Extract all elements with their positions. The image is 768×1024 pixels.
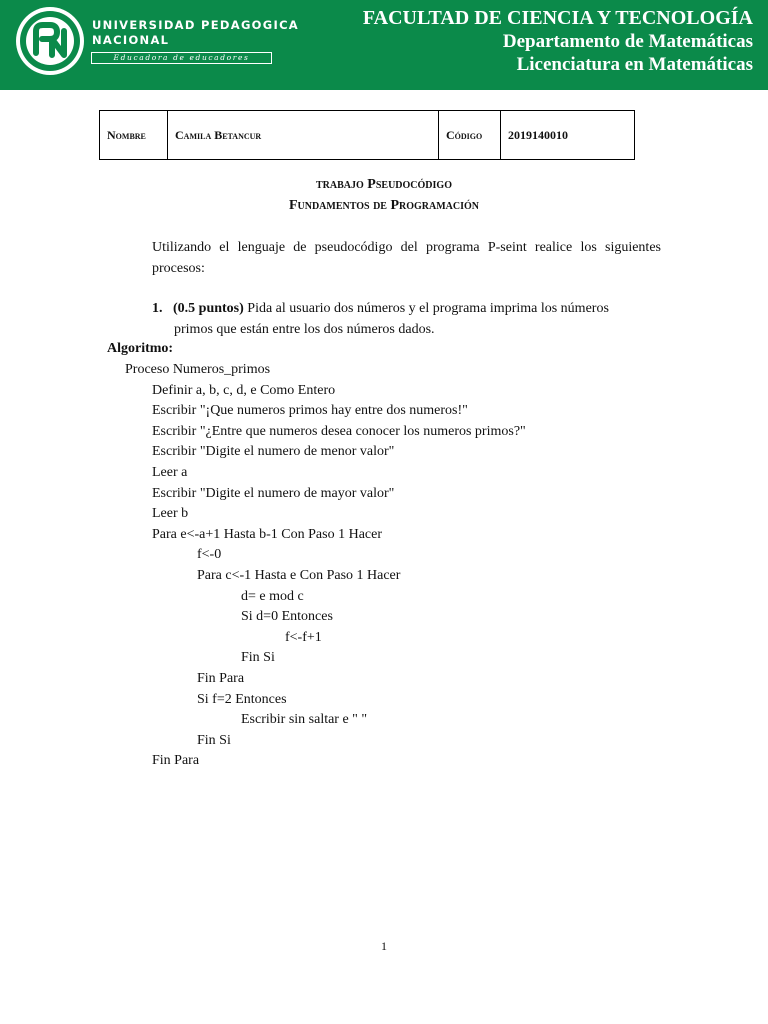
code-line: Escribir sin saltar e " " (241, 712, 368, 728)
program-name: Licenciatura en Matemáticas (516, 54, 753, 75)
question-text-line2: primos que están entre los dos números dados. (174, 322, 435, 337)
code-line: Definir a, b, c, d, e Como Entero (152, 382, 336, 398)
faculty-name: FACULTAD DE CIENCIA Y TECNOLOGÍA (362, 7, 753, 29)
code-line: Leer b (152, 506, 189, 522)
university-logo (16, 7, 84, 75)
code-value: 2019140010 (501, 111, 635, 160)
name-label: Nombre (100, 111, 168, 160)
name-value: Camila Betancur (168, 111, 439, 160)
code-line: f<-f+1 (285, 629, 322, 645)
code-label: Código (439, 111, 501, 160)
code-line: Fin Si (241, 650, 275, 666)
code-line: Si d=0 Entonces (241, 609, 333, 625)
question-number: 1. (152, 301, 163, 316)
department-name: Departamento de Matemáticas (502, 31, 753, 52)
logo-emblem-icon (16, 7, 84, 75)
intro-paragraph: Utilizando el lenguaje de pseudocódigo del programa P-seint realice los siguientes procesos: (152, 240, 661, 276)
code-line: Escribir "¡Que numeros primos hay entre dos numeros!" (152, 403, 468, 419)
university-name-line2: NACIONAL (92, 33, 170, 47)
code-line: Escribir "¿Entre que numeros desea conocer los numeros primos?" (152, 423, 526, 439)
code-line: Proceso Numeros_primos (125, 362, 271, 377)
question-points: (0.5 puntos) (173, 301, 244, 316)
code-line: Fin Para (152, 753, 200, 769)
code-line: Leer a (152, 465, 188, 480)
code-line: Para c<-1 Hasta e Con Paso 1 Hacer (197, 568, 401, 583)
code-line: Si f=2 Entonces (197, 691, 287, 707)
algorithm-label: Algoritmo: (107, 341, 174, 356)
code-line: Escribir "Digite el numero de mayor valor" (152, 485, 395, 501)
student-info-table (99, 110, 635, 160)
question-text-line1: Pida al usuario dos números y el programa imprima los números (247, 301, 609, 316)
code-line: Fin Si (197, 732, 231, 748)
code-line: Fin Para (197, 671, 245, 686)
university-name (92, 18, 299, 48)
code-line: Para e<-a+1 Hasta b-1 Con Paso 1 Hacer (152, 526, 382, 542)
document-title: trabajo Pseudocódigo (316, 177, 452, 192)
faculty-block (363, 6, 753, 76)
page-number: 1 (381, 939, 387, 953)
header-banner (0, 0, 768, 90)
document-subtitle: Fundamentos de Programación (288, 198, 480, 213)
university-name-line1: UNIVERSIDAD PEDAGOGICA (92, 18, 300, 32)
university-motto: Educadora de educadores (91, 52, 272, 64)
student-info-row (100, 111, 635, 160)
code-line: d= e mod c (241, 588, 304, 604)
question-1 (152, 298, 661, 340)
code-line: Escribir "Digite el numero de menor valor" (152, 444, 395, 460)
code-line: f<-0 (197, 547, 222, 563)
